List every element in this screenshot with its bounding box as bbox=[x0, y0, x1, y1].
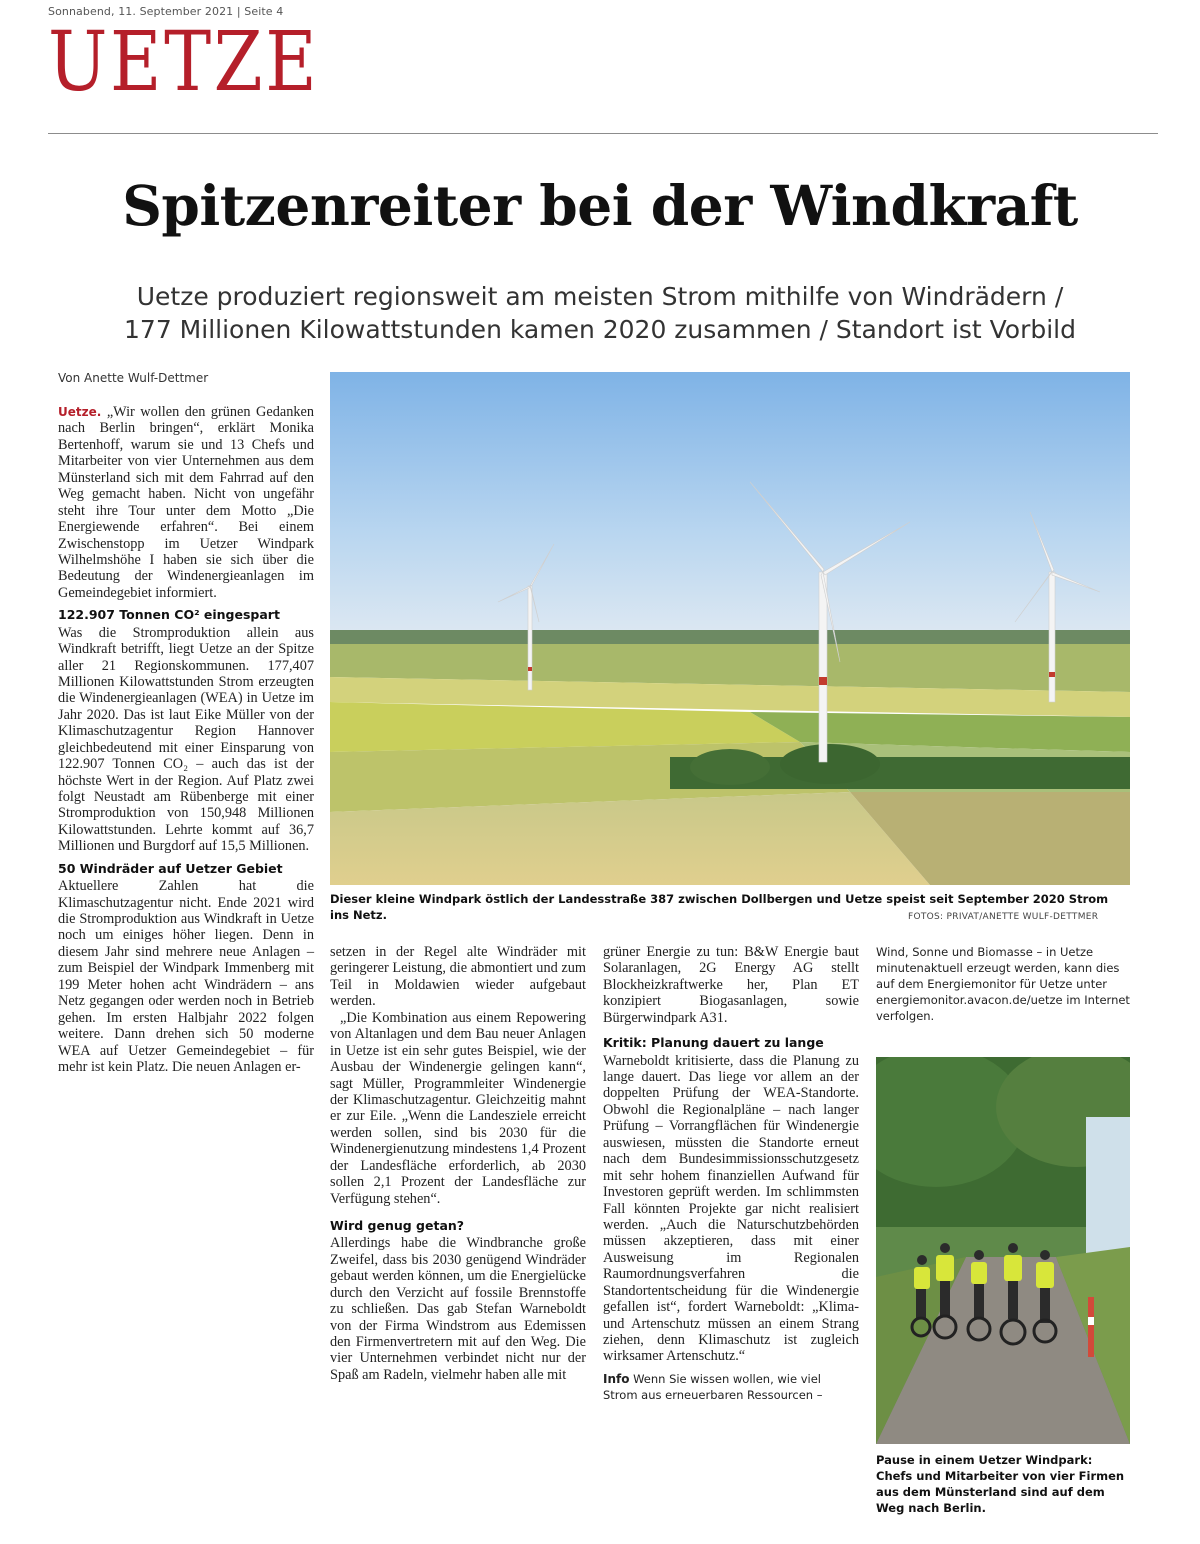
column-3 bbox=[603, 944, 859, 1404]
subheading-kritik: Kritik: Planung dauert zu lange bbox=[603, 1035, 824, 1051]
side-photo-caption: Pause in einem Uetzer Windpark: Chefs und Mitarbeiter von vier Firmen aus dem Münsterland sind auf dem Weg nach Berlin. bbox=[876, 1453, 1125, 1516]
subheading-co2: 122.907 Tonnen CO² eingespart bbox=[58, 607, 280, 623]
info-continued: Wind, Sonne und Biomasse – in Uetze minutenaktuell erzeugt werden, kann dies auf dem Energiemonitor für Uetze unter energiemonitor.avacon.de/uetze im Internet verfolgen. bbox=[876, 945, 1130, 1024]
paragraph-2: Was die Stromproduktion allein aus Windkraft betrifft, liegt Uetze an der Spitze aller 21 Regionskommunen. 177,407 Millionen Kilowattstunden Strom erzeugten die Windenergieanlagen (WEA) in Uetze im Jahr 2020. Das ist laut Eike Müller von der Klimaschutzagentur Region Hannover gleichbedeutend mit einer Einsparung von 122.907 Tonnen CO₂ – auch das ist der höchste Wert in der Region. Auf Platz zwei folgt Neustadt am Rübenberge mit einer Stromproduktion von 150,948 Millionen Kilowattstunden. Lehrte kommt auf 36,7 Millionen und Burgdorf auf 15,5 Millionen. bbox=[58, 624, 314, 855]
subheadline bbox=[60, 280, 1140, 347]
column-1 bbox=[58, 404, 314, 1075]
info-label: Info bbox=[603, 1371, 630, 1386]
main-photo-caption: Dieser kleine Windpark östlich der Landesstraße 387 zwischen Dollbergen und Uetze speist seit September 2020 Strom ins Netz. bbox=[330, 892, 1109, 923]
section-title: UETZE bbox=[48, 15, 320, 110]
subhead-line-2: 177 Millionen Kilowattstunden kamen 2020 zusammen / Standort ist Vorbild bbox=[124, 315, 1076, 345]
paragraph-1-text: „Wir wollen den grünen Gedanken nach Berlin bringen“, erklärt Monika Bertenhoff, warum sie und 13 Chefs und Mitarbeiter von vier Unternehmen aus dem Münsterland sich mit dem Fahrrad auf den Weg gemacht haben. Nicht von ungefähr steht ihre Tour unter dem Motto „Die Energiewende erfahren“. Bei einem Zwischenstopp im Uetzer Windpark Wilhelmshöhe I haben sie sich über die Bedeutung der Windenergieanlagen im Gemeindegebiet informiert. bbox=[58, 404, 314, 601]
header-rule bbox=[48, 133, 1158, 134]
column-2 bbox=[330, 944, 586, 1383]
column-4 bbox=[876, 944, 1132, 1024]
subheading-genug: Wird genug getan? bbox=[330, 1218, 465, 1233]
photo-credit: FOTOS: PRIVAT/ANETTE WULF-DETTMER bbox=[908, 912, 1099, 922]
paragraph-5: „Die Kombination aus einem Repowering von Altanlagen und dem Bau neuer Anlagen in Uetze ist ein sehr gutes Beispiel, wie der Ausbau der Windenergie gelingen kann“, sagt Müller, Programmleiter Windenergie der Klimaschutzagentur. Gleichzeitig mahnt er zur Eile. „Wenn die Landesziele erreicht werden sollen, sind bis 2030 für die Windenergienutzung mindestens 1,4 Prozent der Landesfläche erforderlich, ab 2030 sollen 2,1 Prozent der Landesfläche zur Verfügung stehen“. bbox=[330, 1009, 586, 1207]
paragraph-4: setzen in der Regel alte Windräder mit geringerer Leistung, die abmontiert und zum Teil in Moldawien wieder aufgebaut werden. bbox=[330, 944, 586, 1010]
cyclists-photo bbox=[876, 1057, 1130, 1444]
wind-park-photo bbox=[330, 372, 1130, 885]
info-box bbox=[603, 1371, 859, 1404]
paragraph-1 bbox=[58, 404, 314, 601]
paragraph-6: Allerdings habe die Windbranche große Zweifel, dass bis 2030 genügend Windräder gebaut werden können, um die Energielücke durch den Verzicht auf fossile Brennstoffe zu schließen. Das gab Stefan Warneboldt von der Firma Windstrom aus Edemissen den Firmenvertretern mit auf den Weg. Die vier Unternehmen verbindet nicht nur der Spaß am Radeln, vielmehr haben alle mit bbox=[330, 1235, 586, 1383]
subheading-windraeder: 50 Windräder auf Uetzer Gebiet bbox=[58, 860, 283, 876]
location-tag: Uetze. bbox=[58, 405, 102, 419]
info-text: Wenn Sie wissen wollen, wie viel Strom aus erneuerbaren Ressourcen – bbox=[603, 1371, 823, 1403]
dateline: Sonnabend, 11. September 2021 | Seite 4 bbox=[48, 5, 284, 18]
subhead-line-1: Uetze produziert regionsweit am meisten Strom mithilfe von Windrädern / bbox=[136, 282, 1064, 311]
paragraph-8: Warneboldt kritisierte, dass die Planung zu lange dauert. Das liege vor allem an der doppelten Prüfung der WEA-Standorte. Obwohl die Regionalpläne – nach langer Prüfung – Vorrangflächen für Windenergie auswiesen, müssten die Standorte erneut nach dem Bundesimmissionsschutzgesetz mit sehr hohem finanziellen Aufwand für Investoren geprüft werden. Im schlimmsten Fall könnten Projekte gar nicht realisiert werden. „Auch die Naturschutzbehörden müssen akzeptieren, dass mit einer Ausweisung im Regionalen Raumordnungsverfahren die Standortentscheidung für die Windenergie gefallen ist“, fordert Warneboldt: „Klima- und Artenschutz müssen an einem Strang ziehen, denn Klimaschutz ist zugleich wirksamer Artenschutz.“ bbox=[603, 1052, 859, 1365]
byline: Von Anette Wulf-Dettmer bbox=[58, 371, 209, 385]
paragraph-7: grüner Energie zu tun: B&W Energie baut Solaranlagen, 2G Energy AG stellt Blockheizkraftwerke her, Plan ET konzipiert Biogasanlagen, sowie Bürgerwindpark A31. bbox=[603, 944, 859, 1026]
paragraph-3: Aktuellere Zahlen hat die Klimaschutzagentur nicht. Ende 2021 wird die Stromproduktion aus Windkraft in Uetze noch um einiges höher liegen. Denn in diesem Jahr sind mehrere neue Anlagen – zum Beispiel der Windpark Immenberg mit 199 Meter hohen acht Windrädern – ans Netz gegangen oder werden noch in Betrieb gehen. Im ersten Halbjahr 2022 folgen weitere. Dann drehen sich 50 moderne WEA auf Uetzer Gemeindegebiet – für mehr ist kein Platz. Die neuen Anlagen er- bbox=[58, 878, 314, 1075]
headline: Spitzenreiter bei der Windkraft bbox=[122, 173, 1078, 238]
